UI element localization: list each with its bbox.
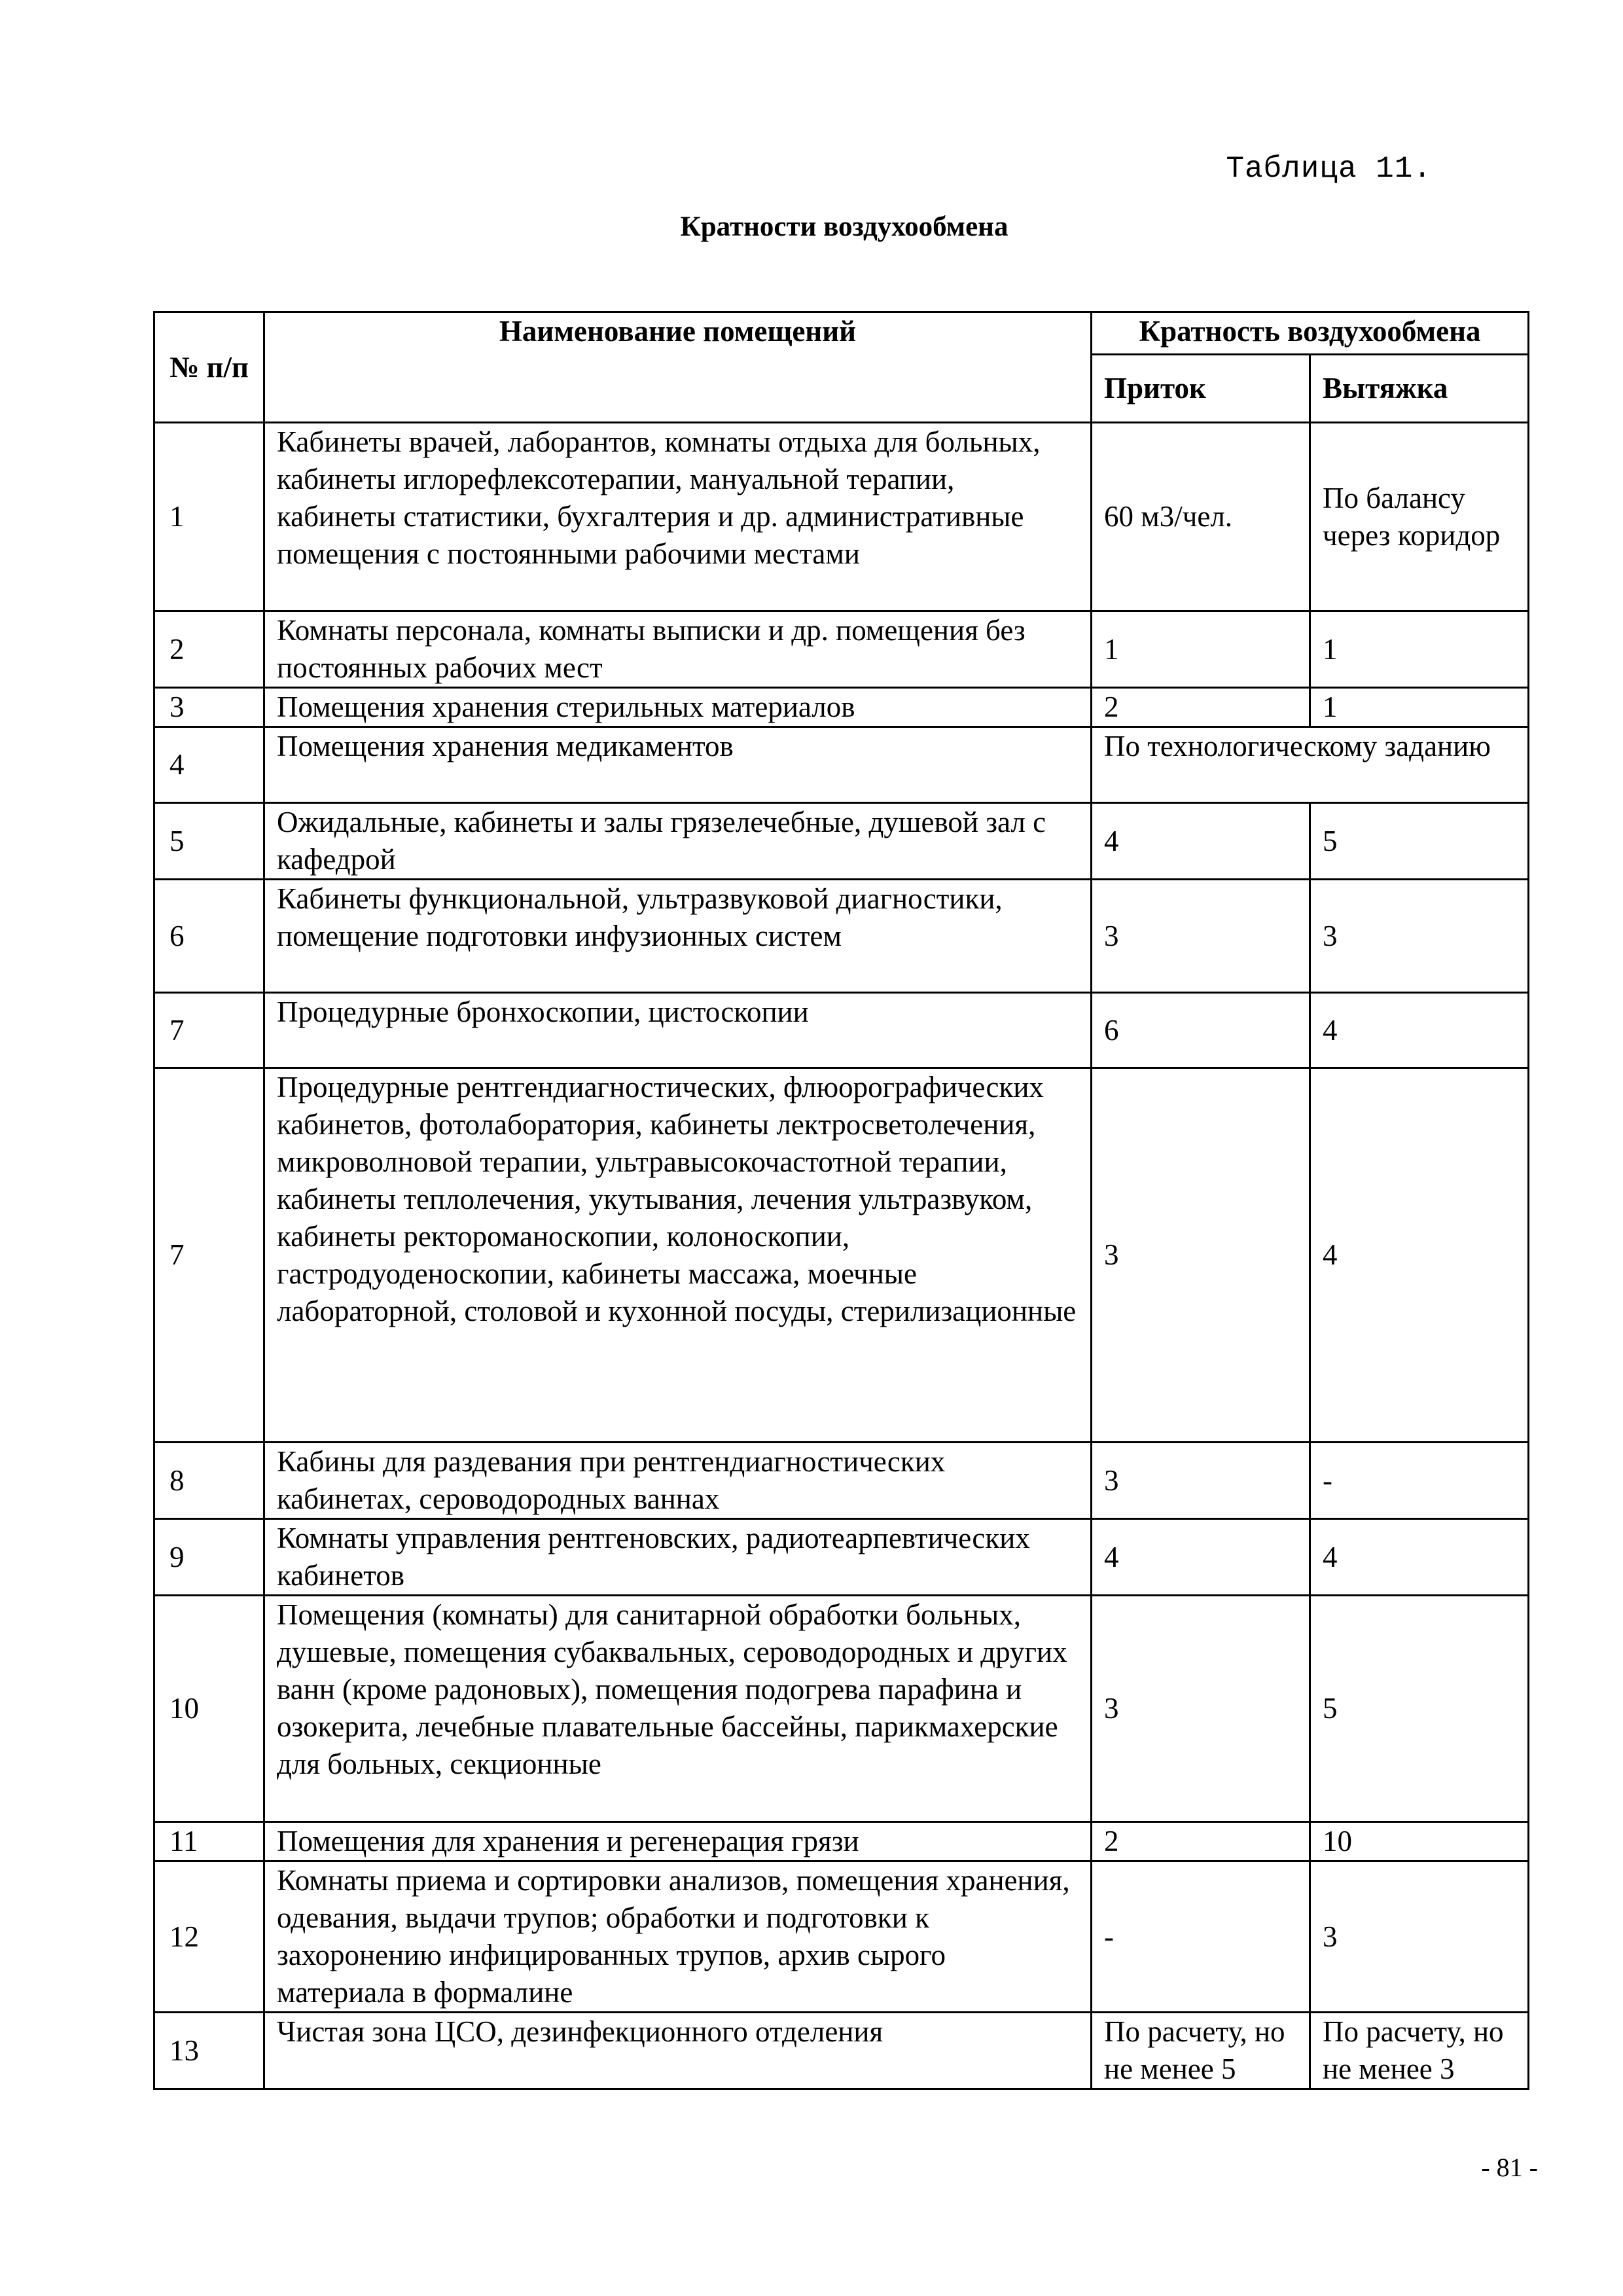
row-number: 10 (154, 1596, 264, 1822)
table-number-label: Таблица 11. (1226, 152, 1432, 186)
row-number: 12 (154, 1861, 264, 2013)
room-name: Кабинеты функциональной, ультразвуковой диагностики, помещение подготовки инфузионных систем (264, 880, 1092, 993)
room-name: Помещения хранения стерильных материалов (264, 688, 1092, 727)
room-name: Кабины для раздевания при рентгендиагностических кабинетах, сероводородных ваннах (264, 1443, 1092, 1519)
exhaust-value: 4 (1310, 993, 1529, 1068)
room-name: Процедурные рентгендиагностических, флюорографических кабинетов, фотолаборатория, кабинеты лектросветолечения, микроволновой терапии, ультравысокочастотной терапии, кабинеты теплолечения, укутывания, лечения ультразвуком, кабинеты ректороманоскопии, колоноскопии, гастродуоденоскопии, кабинеты массажа, моечные лабораторной, столовой и кухонной посуды, стерилизационные (264, 1068, 1092, 1443)
exhaust-value: 5 (1310, 1596, 1529, 1822)
room-name: Кабинеты врачей, лаборантов, комнаты отдыха для больных, кабинеты иглорефлексотерапии, мануальной терапии, кабинеты статистики, бухгалтерия и др. административные помещения с постоянными рабочими местами (264, 423, 1092, 611)
table-row (154, 880, 1529, 993)
supply-value: 4 (1092, 803, 1310, 880)
header-supply: Приток (1092, 355, 1310, 423)
row-number: 6 (154, 880, 264, 993)
supply-value: - (1092, 1861, 1310, 2013)
table-row (154, 2013, 1529, 2089)
row-number: 11 (154, 1822, 264, 1861)
exhaust-value: По расчету, но не менее 3 (1310, 2013, 1529, 2089)
exhaust-value: 3 (1310, 1861, 1529, 2013)
supply-value: 3 (1092, 1443, 1310, 1519)
row-number: 7 (154, 1068, 264, 1443)
row-number: 8 (154, 1443, 264, 1519)
row-number: 1 (154, 423, 264, 611)
table-row (154, 1596, 1529, 1822)
page-number: - 81 - (1481, 2153, 1538, 2182)
table-row (154, 1861, 1529, 2013)
row-number: 2 (154, 611, 264, 688)
row-number: 3 (154, 688, 264, 727)
exhaust-value: 1 (1310, 688, 1529, 727)
table-row (154, 727, 1529, 803)
exhaust-value: 5 (1310, 803, 1529, 880)
supply-value: 3 (1092, 880, 1310, 993)
room-name: Процедурные бронхоскопии, цистоскопии (264, 993, 1092, 1068)
table-row (154, 688, 1529, 727)
room-name: Помещения хранения медикаментов (264, 727, 1092, 803)
supply-value: По расчету, но не менее 5 (1092, 2013, 1310, 2089)
supply-value: 60 м3/чел. (1092, 423, 1310, 611)
table-row (154, 1822, 1529, 1861)
document-title: Кратности воздухообмена (680, 211, 1008, 242)
table-row (154, 803, 1529, 880)
supply-value: 2 (1092, 688, 1310, 727)
table-row (154, 1068, 1529, 1443)
exhaust-value: - (1310, 1443, 1529, 1519)
room-name: Помещения для хранения и регенерация грязи (264, 1822, 1092, 1861)
supply-value: 3 (1092, 1596, 1310, 1822)
header-number: № п/п (154, 312, 264, 423)
exhaust-value: По балансу через коридор (1310, 423, 1529, 611)
header-exchange-rate: Кратность воздухообмена (1092, 312, 1529, 355)
row-number: 7 (154, 993, 264, 1068)
exhaust-value: 1 (1310, 611, 1529, 688)
supply-value: 1 (1092, 611, 1310, 688)
table-header-row (154, 312, 1529, 355)
table-row (154, 423, 1529, 611)
merged-rate-value: По технологическому заданию (1092, 727, 1529, 803)
header-room-name: Наименование помещений (264, 312, 1092, 423)
row-number: 13 (154, 2013, 264, 2089)
room-name: Комнаты управления рентгеновских, радиотеарпевтических кабинетов (264, 1519, 1092, 1596)
supply-value: 4 (1092, 1519, 1310, 1596)
air-exchange-table (153, 311, 1529, 2090)
row-number: 9 (154, 1519, 264, 1596)
supply-value: 3 (1092, 1068, 1310, 1443)
supply-value: 6 (1092, 993, 1310, 1068)
table-row (154, 1443, 1529, 1519)
exhaust-value: 3 (1310, 880, 1529, 993)
header-exhaust: Вытяжка (1310, 355, 1529, 423)
table-row (154, 611, 1529, 688)
row-number: 4 (154, 727, 264, 803)
room-name: Комнаты приема и сортировки анализов, помещения хранения, одевания, выдачи трупов; обработки и подготовки к захоронению инфицированных трупов, архив сырого материала в формалине (264, 1861, 1092, 2013)
room-name: Помещения (комнаты) для санитарной обработки больных, душевые, помещения субаквальных, сероводородных и других ванн (кроме радоновых), помещения подогрева парафина и озокерита, лечебные плавательные бассейны, парикмахерские для больных, секционные (264, 1596, 1092, 1822)
exhaust-value: 10 (1310, 1822, 1529, 1861)
row-number: 5 (154, 803, 264, 880)
supply-value: 2 (1092, 1822, 1310, 1861)
room-name: Ожидальные, кабинеты и залы грязелечебные, душевой зал с кафедрой (264, 803, 1092, 880)
exhaust-value: 4 (1310, 1068, 1529, 1443)
room-name: Комнаты персонала, комнаты выписки и др. помещения без постоянных рабочих мест (264, 611, 1092, 688)
table-row (154, 1519, 1529, 1596)
exhaust-value: 4 (1310, 1519, 1529, 1596)
table-row (154, 993, 1529, 1068)
room-name: Чистая зона ЦСО, дезинфекционного отделения (264, 2013, 1092, 2089)
